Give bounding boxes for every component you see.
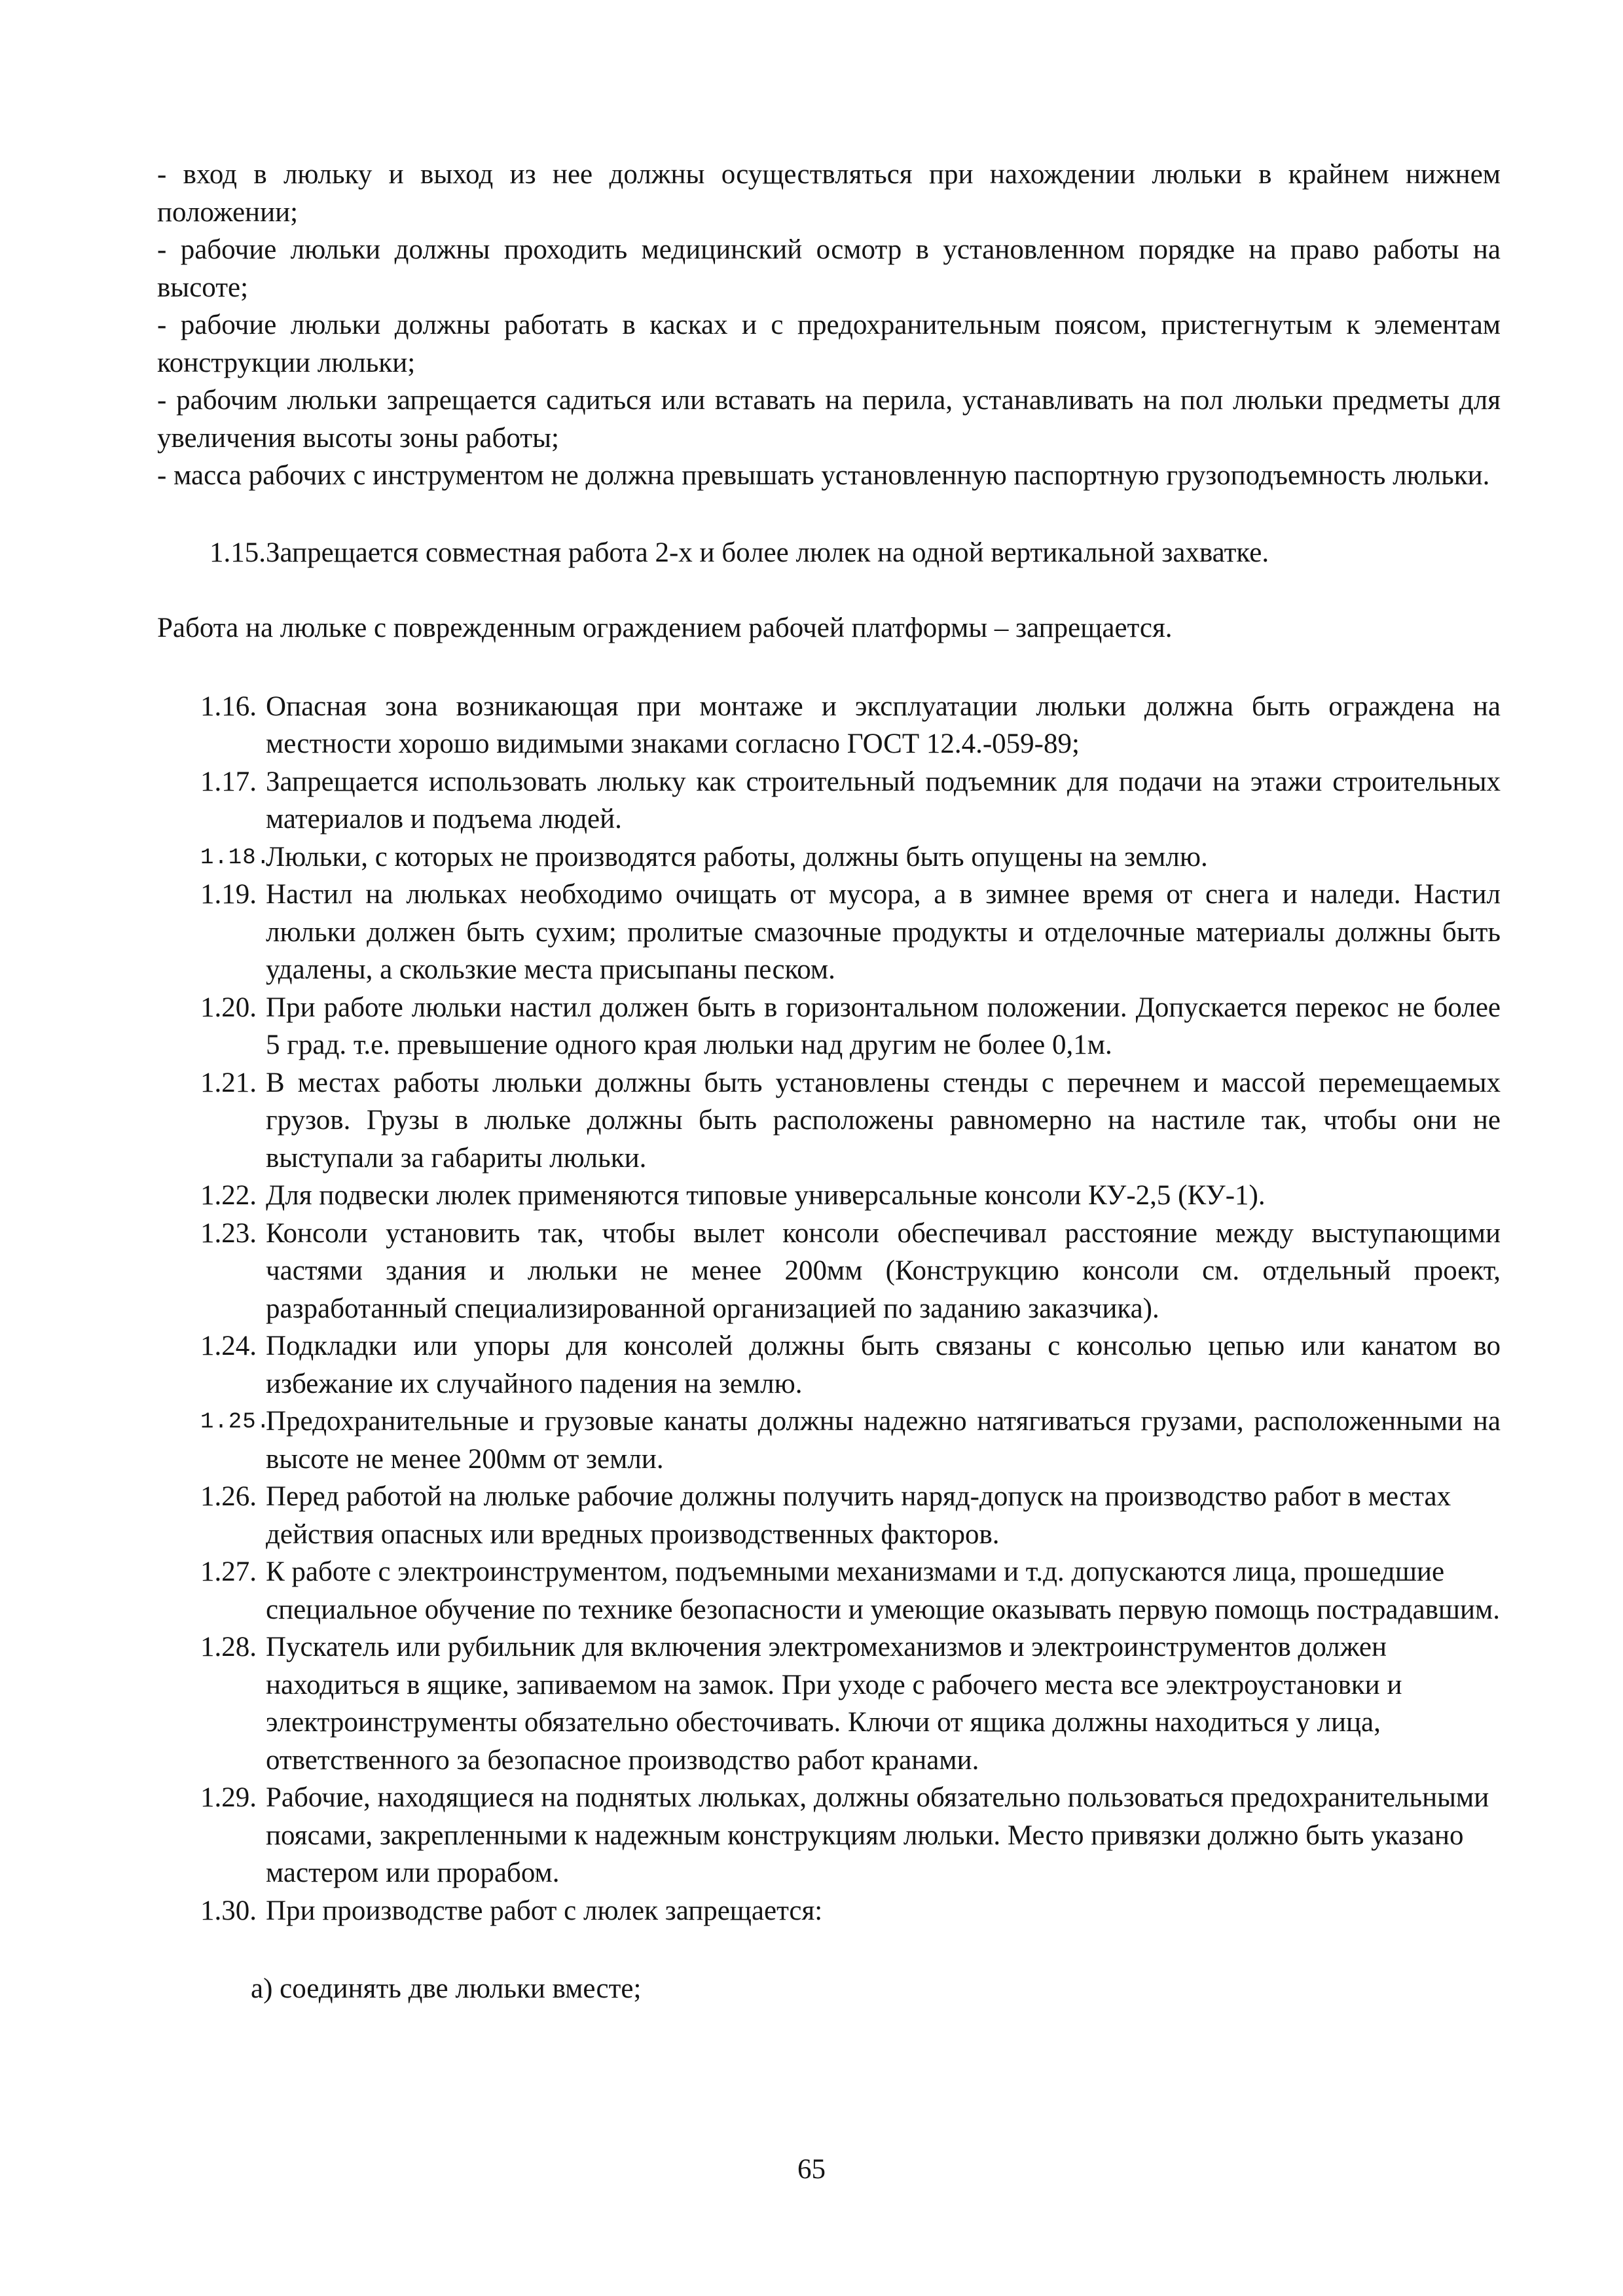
item-number: 1.29. [200,1782,257,1813]
item-text: Настил на люльках необходимо очищать от мусора, а в зимнее время от снега и наледи. Настил люльки должен быть сухим; пролитые смазочные продукты и отделочные материалы должны быть удалены, а скользкие места присыпаны песком. [266,879,1501,985]
item-text: При производстве работ с люлек запрещается: [266,1895,823,1926]
list-item-1-16 [200,688,1501,763]
bullet-item: - вход в люльку и выход из нее должны осуществляться при нахождении люльки в крайнем нижнем положении; [157,159,1501,228]
list-item-1-22 [200,1177,1501,1215]
item-number: 1.30. [200,1895,257,1926]
list-item-1-25 [200,1403,1501,1478]
item-text: Опасная зона возникающая при монтаже и эксплуатации люльки должна быть ограждена на местности хорошо видимыми знаками согласно ГОСТ 12.4.-059-89; [266,691,1501,759]
item-text: К работе с электроинструментом, подъемными механизмами и т.д. допускаются лица, прошедшие специальное обучение по технике безопасности и умеющие оказывать первую помощь пострадавшим. [266,1556,1500,1625]
item-number: 1.22. [200,1180,257,1211]
list-item-1-21 [200,1064,1501,1177]
item-number: 1.16. [200,691,257,722]
bullet-item: - масса рабочих с инструментом не должна превышать установленную паспортную грузоподъемность люльки. [157,460,1490,491]
item-text: Предохранительные и грузовые канаты должны надежно натягиваться грузами, расположенными на высоте не менее 200мм от земли. [266,1406,1501,1475]
item-number: 1.26. [200,1481,257,1512]
paragraph-platform: Работа на люльке с поврежденным ограждением рабочей платформы – запрещается. [157,613,1173,643]
list-item-1-29 [200,1779,1501,1892]
bullet-list [157,156,1501,495]
list-item-1-30 [200,1892,1501,1930]
bullet-item: - рабочие люльки должны проходить медицинский осмотр в установленном порядке на право работы на высоте; [157,234,1501,303]
item-text: В местах работы люльки должны быть установлены стенды с перечнем и массой перемещаемых грузов. Грузы в люльке должны быть расположены равномерно на настиле так, чтобы они не выступали за габариты люльки. [266,1067,1501,1174]
list-item-1-26 [200,1478,1501,1553]
list-item-1-17 [200,763,1501,838]
item-number: 1.25. [200,1410,271,1435]
item-text: Люльки, с которых не производятся работы, должны быть опущены на землю. [266,841,1208,872]
item-text: Перед работой на люльке рабочие должны получить наряд-допуск на производство работ в местах действия опасных или вредных производственных факторов. [266,1481,1451,1550]
list-item-1-23 [200,1215,1501,1328]
sub-item-a: а) соединять две люльки вместе; [251,1973,642,2004]
item-text: Запрещается использовать люльку как строительный подъемник для подачи на этажи строительных материалов и подъема людей. [266,766,1501,834]
document-page [157,156,1501,2008]
item-text: Пускатель или рубильник для включения электромеханизмов и электроинструментов должен находиться в ящике, запиваемом на замок. При уходе с рабочего места все электроустановки и электроинструменты обязательно обесточивать. Ключи от ящика должны находиться у лица, ответственного за безопасное производство работ кранами. [266,1632,1402,1776]
item-number: 1.24. [200,1331,257,1361]
item-text: Консоли установить так, чтобы вылет консоли обеспечивал расстояние между выступающими частями здания и люльки не менее 200мм (Конструкцию консоли см. отдельный проект, разработанный специализированной организацией по заданию заказчика). [266,1217,1501,1324]
list-item-1-19 [200,876,1501,989]
paragraph-1-15: 1.15.Запрещается совместная работа 2-х и более люлек на одной вертикальной захватке. [210,537,1269,568]
item-number: 1.23. [200,1217,257,1249]
item-number: 1.20. [200,992,257,1023]
list-item-1-28 [200,1628,1501,1779]
item-number: 1.18. [200,845,271,870]
bullet-item: - рабочим люльки запрещается садиться или вставать на перила, устанавливать на пол люльки предметы для увеличения высоты зоны работы; [157,385,1501,454]
item-number: 1.19. [200,879,257,910]
item-text: Подкладки или упоры для консолей должны быть связаны с консолью цепью или канатом во избежание их случайного падения на землю. [266,1331,1501,1399]
list-item-1-27 [200,1553,1501,1628]
item-text: Для подвески люлек применяются типовые универсальные консоли КУ-2,5 (КУ-1). [266,1180,1266,1211]
list-item-1-20 [200,989,1501,1064]
item-number: 1.28. [200,1632,257,1662]
list-item-1-24 [200,1327,1501,1403]
item-text: При работе люльки настил должен быть в горизонтальном положении. Допускается перекос не более 5 град. т.е. превышение одного края люльки над другим не более 0,1м. [266,992,1501,1060]
bullet-item: - рабочие люльки должны работать в касках и с предохранительным поясом, пристегнутым к элементам конструкции люльки; [157,310,1501,378]
page-number: 65 [797,2154,826,2185]
item-number: 1.27. [200,1556,257,1587]
item-text: Рабочие, находящиеся на поднятых люльках, должны обязательно пользоваться предохранительными поясами, закрепленными к надежным конструкциям люльки. Место привязки должно быть указано мастером или прорабом. [266,1782,1489,1888]
numbered-list [157,688,1501,1930]
list-item-1-18 [200,838,1501,876]
item-number: 1.17. [200,766,257,797]
item-number: 1.21. [200,1067,257,1098]
